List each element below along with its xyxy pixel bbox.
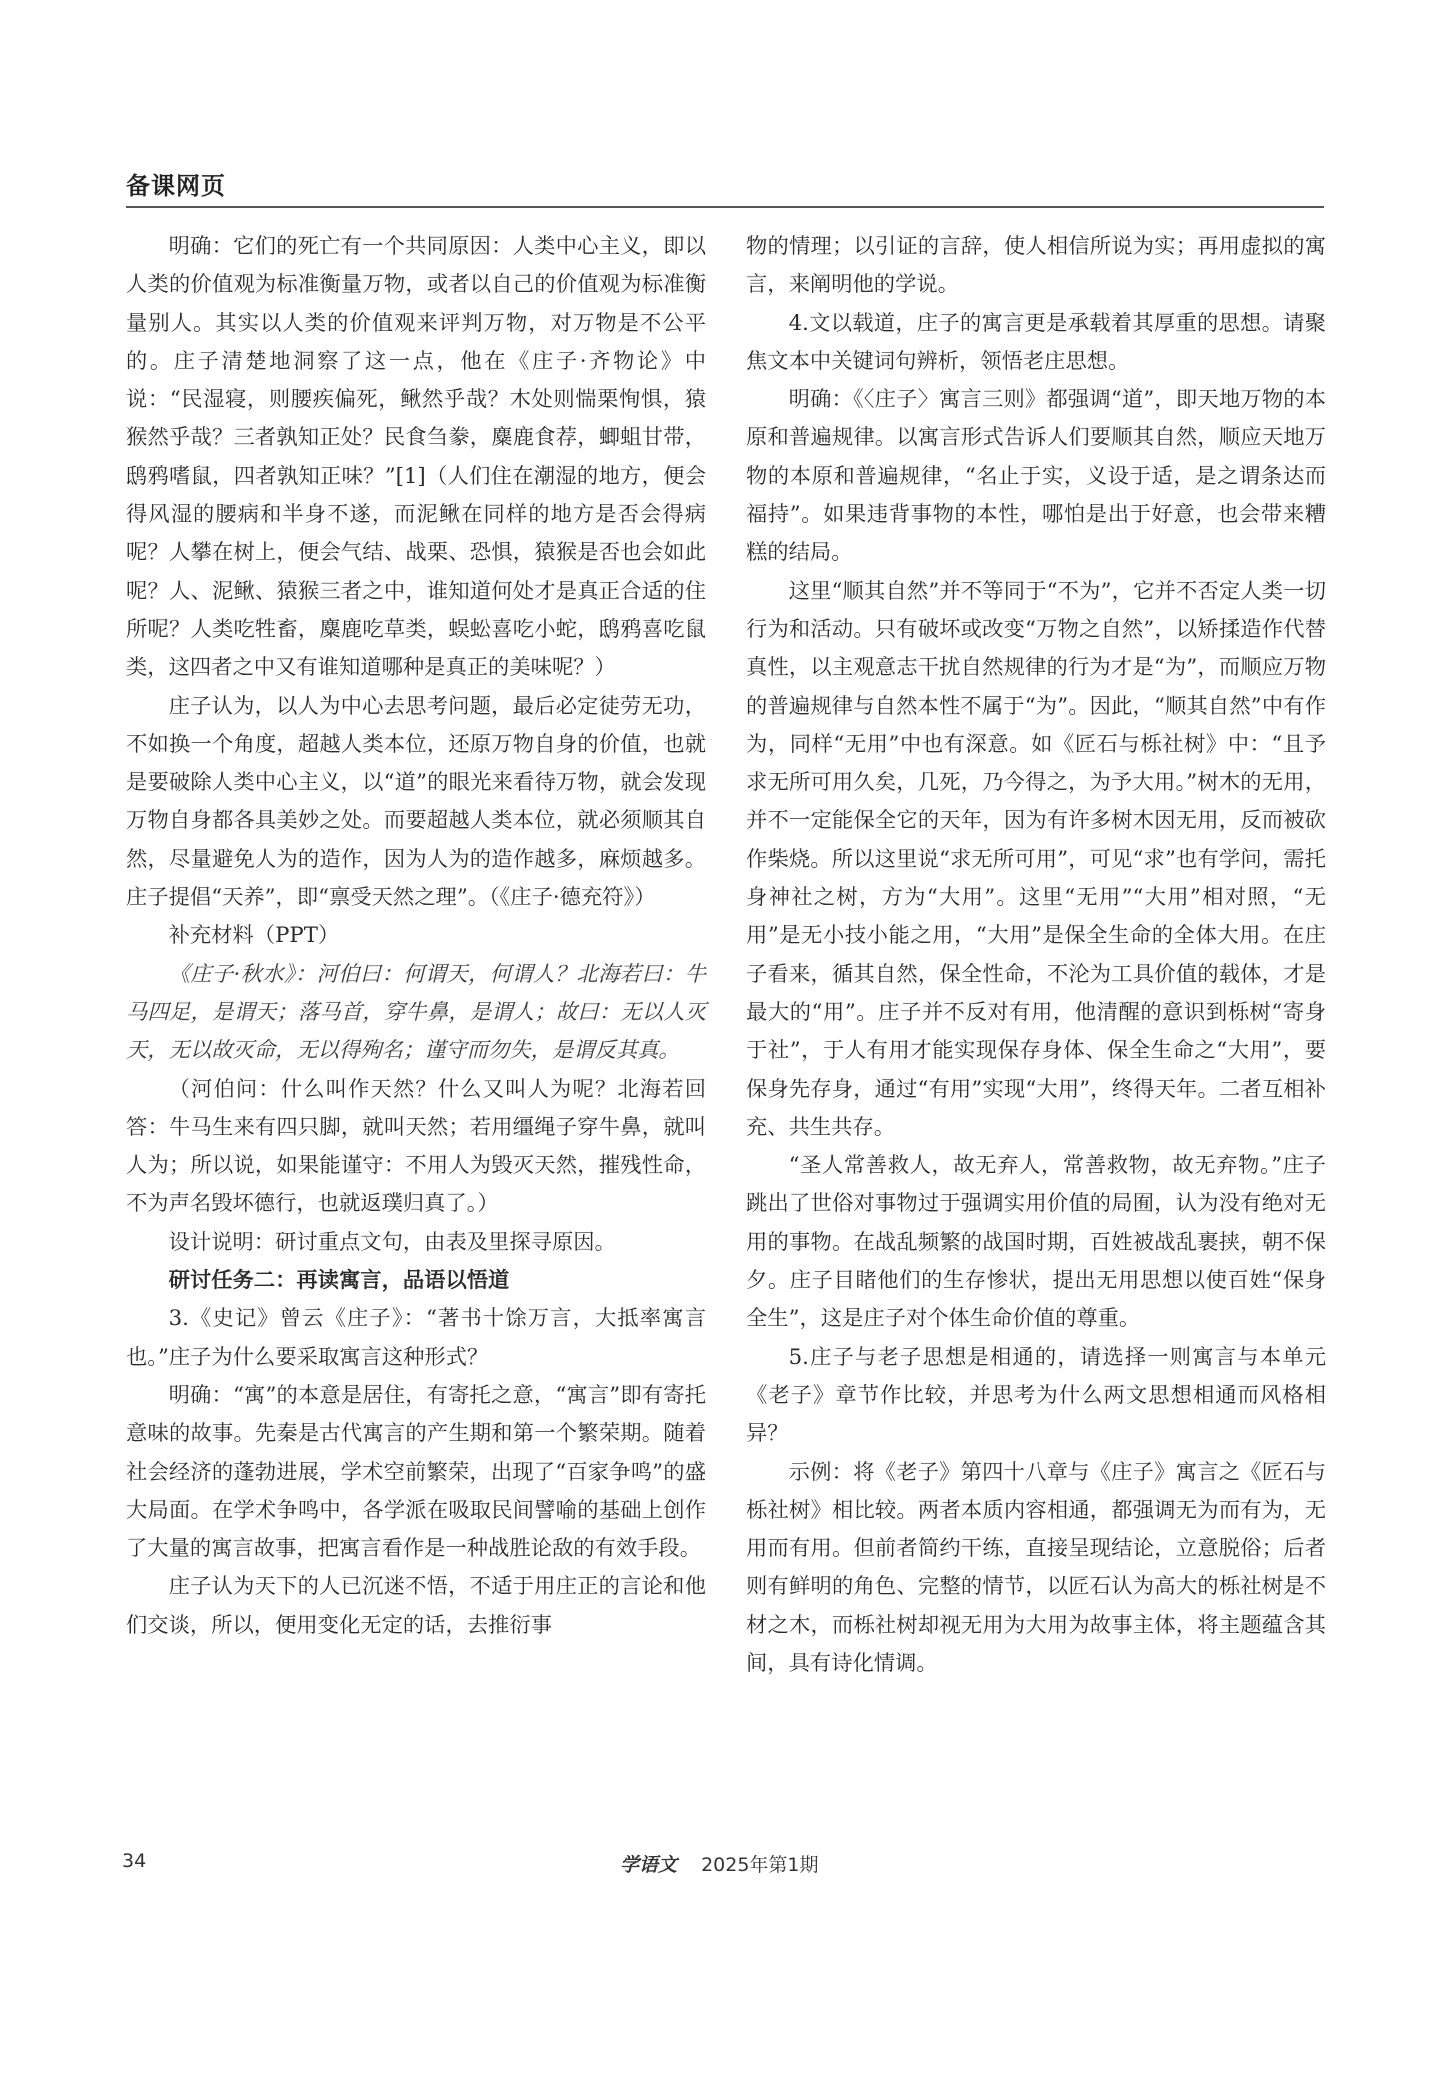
page-header-title: 备课网页 xyxy=(126,172,226,200)
journal-issue: 2025年第1期 xyxy=(701,1854,819,1876)
paragraph: 物的情理；以引证的言辞，使人相信所说为实；再用虚拟的寓言，来阐明他的学说。 xyxy=(746,234,1326,298)
journal-name: 学语文 xyxy=(620,1854,678,1876)
section-heading: 研讨任务二：再读寓言，品语以悟道 xyxy=(168,1268,510,1294)
ppt-quote: 《庄子·秋水》：河伯曰：何谓天，何谓人？北海若曰：牛马四足，是谓天；落马首，穿牛鼻，是谓人；故曰：无以人灭天，无以故灭命，无以得殉名；谨守而勿失，是谓反其真。 xyxy=(126,961,706,1064)
paragraph: “圣人常善救人，故无弃人，常善救物，故无弃物。”庄子跳出了世俗对事物过于强调实用价值的局囿，认为没有绝对无用的事物。在战乱频繁的战国时期，百姓被战乱裹挟，朝不保夕。庄子目睹他们的生存惨状，提出无用思想以使百姓“保身全生”，这是庄子对个体生命价值的尊重。 xyxy=(746,1153,1326,1332)
paragraph: 明确：“寓”的本意是居住，有寄托之意，“寓言”即有寄托意味的故事。先秦是古代寓言的产生期和第一个繁荣期。随着社会经济的蓬勃进展，学术空前繁荣，出现了“百家争鸣”的盛大局面。在学术争鸣中，各学派在吸取民间譬喻的基础上创作了大量的寓言故事，把寓言看作是一种战胜论敌的有效手段。 xyxy=(126,1382,706,1562)
paragraph: 4.文以载道，庄子的寓言更是承载着其厚重的思想。请聚焦文本中关键词句辨析，领悟老庄思想。 xyxy=(746,310,1326,374)
paragraph: 3.《史记》曾云《庄子》：“著书十馀万言，大抵率寓言也。”庄子为什么要采取寓言这种形式？ xyxy=(126,1306,706,1370)
page-number: 34 xyxy=(122,1850,147,1872)
header-rule xyxy=(126,206,1324,208)
paragraph: 庄子认为天下的人已沉迷不悟，不适于用庄正的言论和他们交谈，所以，便用变化无定的话，去推衍事 xyxy=(126,1574,706,1638)
paragraph: 5.庄子与老子思想是相通的，请选择一则寓言与本单元《老子》章节作比较，并思考为什么两文思想相通而风格相异？ xyxy=(746,1344,1326,1447)
journal-footer xyxy=(620,1850,819,1877)
paragraph: 设计说明：研讨重点文句，由表及里探寻原因。 xyxy=(168,1229,616,1255)
paragraph: 这里“顺其自然”并不等同于“不为”，它并不否定人类一切行为和活动。只有破坏或改变“万物之自然”，以矫揉造作代替真性，以主观意志干扰自然规律的行为才是“为”，而顺应万物的普遍规律与自然本性不属于“为”。因此，“顺其自然”中有作为，同样“无用”中也有深意。如《匠石与栎社树》中：“且予求无所可用久矣，几死，乃今得之，为予大用。”树木的无用，并不一定能保全它的天年，因为有许多树木因无用，反而被砍作柴烧。所以这里说“求无所可用”，可见“求”也有学问，需托身神社之树，方为“大用”。这里“无用”“大用”相对照，“无用”是无小技小能之用，“大用”是保全生命的全体大用。在庄子看来，循其自然，保全性命，不沦为工具价值的载体，才是最大的“用”。庄子并不反对有用，他清醒的意识到栎树“寄身于社”，于人有用才能实现保存身体、保全生命之“大用”，要保身先存身，通过“有用”实现“大用”，终得天年。二者互相补充、共生共存。 xyxy=(746,578,1326,1140)
left-column xyxy=(126,228,706,1645)
paragraph: 明确：《〈庄子〉寓言三则》都强调“道”，即天地万物的本原和普遍规律。以寓言形式告诉人们要顺其自然，顺应天地万物的本原和普遍规律，“名止于实，义设于适，是之谓条达而福持”。如果违背事物的本性，哪怕是出于好意，也会带来糟糕的结局。 xyxy=(746,387,1326,566)
paragraph: 明确：它们的死亡有一个共同原因：人类中心主义，即以人类的价值观为标准衡量万物，或者以自己的价值观为标准衡量别人。其实以人类的价值观来评判万物，对万物是不公平的。庄子清楚地洞察了这一点，他在《庄子·齐物论》中说：“民湿寝，则腰疾偏死，鳅然乎哉？木处则惴栗恂惧，猿猴然乎哉？三者孰知正处？民食刍豢，麋鹿食荐，蝍蛆甘带，鸱鸦嗜鼠，四者孰知正味？”[1]（人们住在潮湿的地方，便会得风湿的腰病和半身不遂，而泥鳅在同样的地方是否会得病呢？人攀在树上，便会气结、战栗、恐惧，猿猴是否也会如此呢？人、泥鳅、猿猴三者之中，谁知道何处才是真正合适的住所呢？人类吃牲畜，麋鹿吃草类，蜈蚣喜吃小蛇，鸱鸦喜吃鼠类，这四者之中又有谁知道哪种是真正的美味呢？） xyxy=(126,234,706,681)
paragraph: 示例：将《老子》第四十八章与《庄子》寓言之《匠石与栎社树》相比较。两者本质内容相通，都强调无为而有为，无用而有用。但前者简约干练，直接呈现结论，立意脱俗；后者则有鲜明的角色、完整的情节，以匠石认为高大的栎社树是不材之木，而栎社树却视无用为大用为故事主体，将主题蕴含其间，具有诗化情调。 xyxy=(746,1459,1326,1676)
paragraph: （河伯问：什么叫作天然？什么又叫人为呢？北海若回答：牛马生来有四只脚，就叫天然；若用缰绳子穿牛鼻，就叫人为；所以说，如果能谨守：不用人为毁灭天然，摧残性命，不为声名毁坏德行，也就返璞归真了。） xyxy=(126,1076,706,1217)
paragraph: 庄子认为，以人为中心去思考问题，最后必定徒劳无功，不如换一个角度，超越人类本位，还原万物自身的价值，也就是要破除人类中心主义，以“道”的眼光来看待万物，就会发现万物自身都各具美妙之处。而要超越人类本位，就必须顺其自然，尽量避免人为的造作，因为人为的造作越多，麻烦越多。庄子提倡“天养”，即“禀受天然之理”。（《庄子·德充符》） xyxy=(126,693,706,911)
right-column xyxy=(746,228,1326,1683)
paragraph: 补充材料（PPT） xyxy=(168,923,340,949)
